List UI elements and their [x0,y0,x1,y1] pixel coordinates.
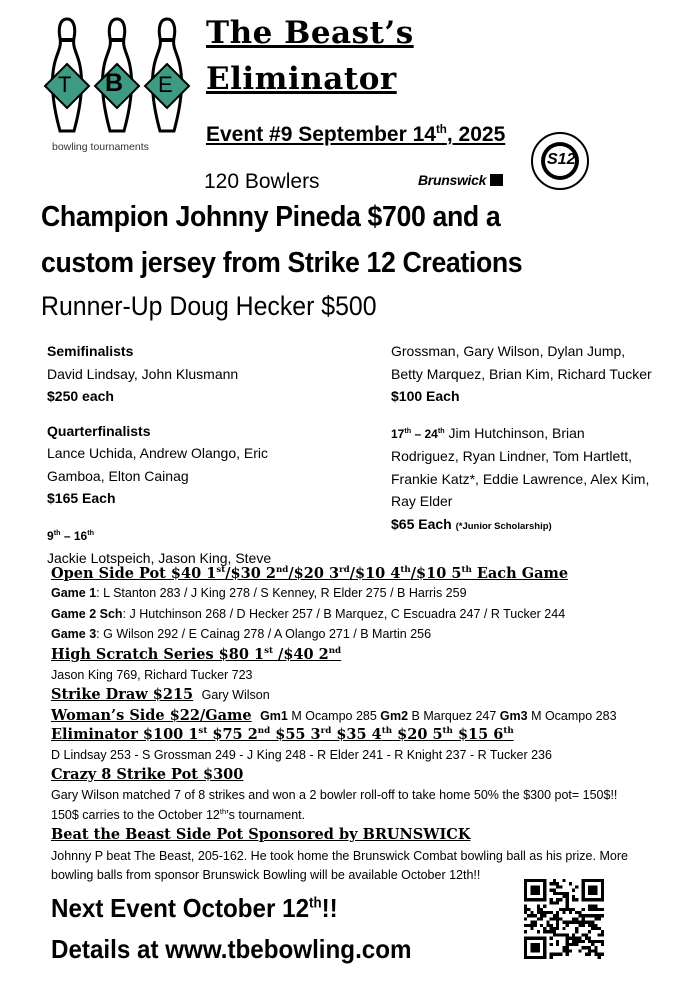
strike-draw-winner: Gary Wilson [201,688,270,702]
tbe-logo [40,14,195,159]
beat-the-beast-line-2: bowling balls from sponsor Brunswick Bowling will be available October 12th!! [51,868,481,882]
eliminator-header: Eliminator $100 1st $75 2nd $55 3rd $35 4th $20 5th $15 6th [51,725,514,743]
bowler-count: 120 Bowlers [204,170,320,193]
seventeenth-24th-prize-row [391,513,656,539]
open-side-pot-game-3: Game 3: G Wilson 292 / E Cainag 278 / A Olango 271 / B Martin 256 [51,627,432,641]
crazy8-line-1: Gary Wilson matched 7 of 8 strikes and won a 2 bowler roll-off to take home 50% the $300 pot= 150$!! [51,788,618,802]
seventeenth-24th-block [391,420,656,513]
strike-draw-row [51,687,270,703]
title-line-2: Eliminator [206,61,397,97]
open-side-pot-header: Open Side Pot $40 1st/$30 2nd/$20 3rd/$10 4th/$10 5th Each Game [51,564,569,582]
results-right-column [391,340,656,538]
semifinalists-names: David Lindsay, John Klusmann [47,365,239,382]
womans-side-row [51,708,617,724]
champion-line-1: Champion Johnny Pineda $700 and a [41,201,501,233]
brunswick-mark-icon [490,174,503,186]
logo-letter-e: E [158,72,173,97]
beat-the-beast-header: Beat the Beast Side Pot Sponsored by BRUNSWICK [51,826,471,843]
qr-code[interactable] [524,879,604,959]
seventeenth-24th-heading: 17th – 24th [391,425,445,441]
results-left-column [47,340,327,570]
logo-subtitle: bowling tournaments [52,141,149,153]
strike12-badge [530,131,590,191]
open-side-pot-game-1: Game 1: L Stanton 283 / J King 278 / S Kenney, R Elder 275 / B Harris 259 [51,586,467,600]
quarterfinalists-names: Lance Uchida, Andrew Olango, Eric Gamboa, Elton Cainag [47,445,269,484]
ninth-sixteenth-prize: $100 Each [391,388,460,404]
logo-letter-t: T [58,72,72,97]
strike-draw-header: Strike Draw $215 [51,686,194,703]
qr-code-icon [524,879,604,959]
details-website-link[interactable]: Details at www.tbebowling.com [51,934,412,964]
ninth-sixteenth-names-continued: Grossman, Gary Wilson, Dylan Jump, Betty Marquez, Brian Kim, Richard Tucker [391,343,652,382]
eliminator-results: D Lindsay 253 - S Grossman 249 - J King 248 - R Elder 241 - R Knight 237 - R Tucker 236 [51,748,552,762]
junior-scholarship-note: (*Junior Scholarship) [455,520,552,532]
high-scratch-header: High Scratch Series $80 1st /$40 2nd [51,645,342,663]
seventeenth-24th-prize: $65 Each [391,515,452,532]
high-scratch-results: Jason King 769, Richard Tucker 723 [51,668,253,682]
crazy8-line-2: 150$ carries to the October 12th’s tournament. [51,807,306,823]
title-line-1: The Beast’s [206,15,414,51]
quarterfinalists-prize: $165 Each [47,490,116,506]
womans-side-results: Gm1 M Ocampo 285 Gm2 B Marquez 247 Gm3 M Ocampo 283 [260,709,617,723]
womans-side-header: Woman’s Side $22/Game [51,707,252,724]
beat-the-beast-line-1: Johnny P beat The Beast, 205-162. He took home the Brunswick Combat bowling ball as his prize. More [51,849,628,863]
semifinalists-prize: $250 each [47,388,114,404]
semifinalists-heading: Semifinalists [47,343,134,359]
ninth-sixteenth-names-start: Jackie Lotspeich, Jason King, Steve [47,550,272,566]
quarterfinalists-heading: Quarterfinalists [47,422,151,439]
event-date: Event #9 September 14th, 2025 [206,123,506,146]
open-side-pot-game-2: Game 2 Sch: J Hutchinson 268 / D Hecker 257 / B Marquez, C Escuadra 247 / R Tucker 244 [51,607,566,621]
runner-up: Runner-Up Doug Hecker $500 [41,291,377,321]
seventeenth-24th-names: Jim Hutchinson, Brian Rodriguez, Ryan Lindner, Tom Hartlett, Frankie Katz*, Eddie Lawrence, Alex Kim, Ray Elder [391,424,650,509]
ninth-sixteenth-heading: 9th – 16th [47,527,94,543]
crazy8-header: Crazy 8 Strike Pot $300 [51,766,244,783]
brunswick-logo: Brunswick [418,172,503,188]
strike12-badge-text: S12 [547,151,576,168]
logo-letter-b: B [105,69,124,97]
next-event: Next Event October 12th!! [51,893,338,923]
champion-line-2: custom jersey from Strike 12 Creations [41,247,523,279]
